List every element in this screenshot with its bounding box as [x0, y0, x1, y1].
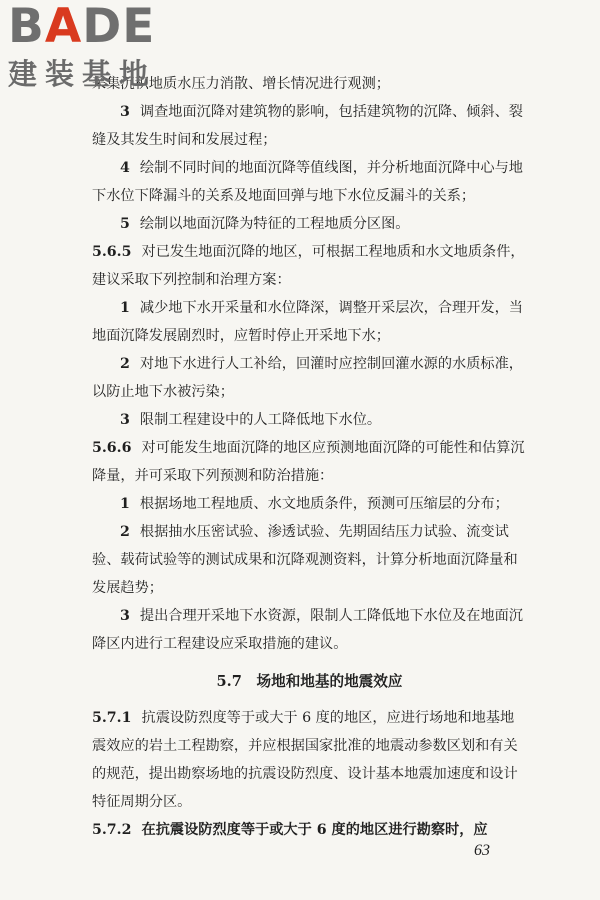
list-item — [92, 406, 527, 434]
clause-text: 在抗震设防烈度等于或大于 6 度的地区进行勘察时，应 — [141, 822, 488, 838]
list-item — [92, 294, 527, 350]
list-item — [92, 210, 527, 238]
item-text: 绘制以地面沉降为特征的工程地质分区图。 — [139, 216, 410, 232]
section-clause-bold — [92, 816, 527, 844]
item-number: 3 — [120, 412, 130, 428]
brand-letter-b: B — [8, 0, 45, 54]
clause-number: 5.6.5 — [92, 244, 132, 260]
item-number: 2 — [120, 356, 130, 372]
clause-text: 对已发生地面沉降的地区，可根据工程地质和水文地质条件，建议采取下列控制和治理方案： — [92, 244, 525, 288]
item-text: 根据场地工程地质、水文地质条件，预测可压缩层的分布； — [139, 496, 509, 512]
list-item — [92, 154, 527, 210]
clause-number: 5.7.1 — [92, 710, 132, 726]
item-number: 4 — [120, 160, 130, 176]
list-item — [92, 602, 527, 658]
watermark-subtitle: 建装基地 — [8, 57, 157, 91]
brand-letters-de: DE — [82, 0, 156, 54]
item-text: 提出合理开采地下水资源，限制人工降低地下水位及在地面沉降区内进行工程建设应采取措施的建议。 — [92, 608, 523, 652]
watermark-logo — [8, 2, 183, 102]
item-number: 3 — [120, 608, 130, 624]
page-number: 63 — [474, 842, 490, 859]
item-number: 3 — [120, 104, 130, 120]
watermark-brand — [8, 2, 155, 52]
paragraph-text: 采集沉积地质水压力消散、增长情况进行观测； — [92, 76, 390, 92]
item-number: 2 — [120, 524, 130, 540]
clause-number: 5.6.6 — [92, 440, 132, 456]
list-item — [92, 350, 527, 406]
list-item — [92, 490, 527, 518]
item-text: 绘制不同时间的地面沉降等值线图，并分析地面沉降中心与地下水位下降漏斗的关系及地面回弹与地下水位反漏斗的关系； — [92, 160, 523, 204]
item-text: 减少地下水开采量和水位降深，调整开采层次，合理开发，当地面沉降发展剧烈时，应暂时停止开采地下水； — [92, 300, 523, 344]
item-text: 对地下水进行人工补给，回灌时应控制回灌水源的水质标准，以防止地下水被污染； — [92, 356, 523, 400]
section-clause — [92, 434, 527, 490]
clause-text: 对可能发生地面沉降的地区应预测地面沉降的可能性和估算沉降量，并可采取下列预测和防治措施： — [92, 440, 525, 484]
list-item — [92, 98, 527, 154]
item-number: 1 — [120, 300, 130, 316]
item-text: 调查地面沉降对建筑物的影响，包括建筑物的沉降、倾斜、裂缝及其发生时间和发展过程； — [92, 104, 523, 148]
item-number: 5 — [120, 216, 130, 232]
section-clause — [92, 704, 527, 816]
section-clause — [92, 238, 527, 294]
page-body — [92, 70, 527, 844]
clause-number: 5.7.2 — [92, 822, 132, 838]
item-number: 1 — [120, 496, 130, 512]
item-text: 限制工程建设中的人工降低地下水位。 — [139, 412, 382, 428]
clause-text: 抗震设防烈度等于或大于 6 度的地区，应进行场地和地基地震效应的岩土工程勘察，并应根据国家批准的地震动参数区划和有关的规范，提出勘察场地的抗震设防烈度、设计基本地震加速度和设计特征周期分区。 — [92, 710, 518, 810]
section-heading: 5.7 场地和地基的地震效应 — [216, 673, 403, 690]
list-item — [92, 518, 527, 602]
item-text: 根据抽水压密试验、渗透试验、先期固结压力试验、流变试验、载荷试验等的测试成果和沉降观测资料，计算分析地面沉降量和发展趋势； — [92, 524, 518, 596]
brand-letter-a: A — [44, 0, 83, 54]
